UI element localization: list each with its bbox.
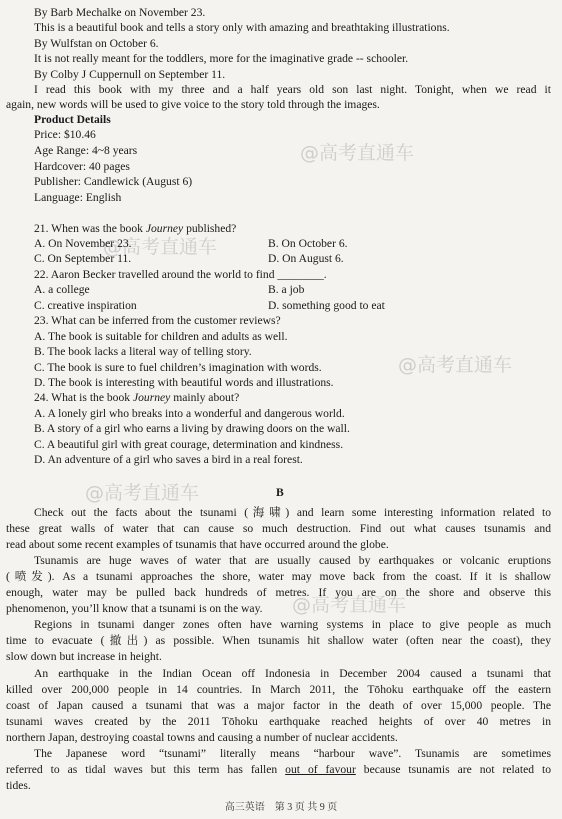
paragraph-line: slow down but increase in height. xyxy=(6,650,162,663)
option-24a: A. A lonely girl who breaks into a wonderful and dangerous world. xyxy=(34,407,345,420)
watermark: @高考直通车 xyxy=(103,236,218,258)
option-21d: D. On August 6. xyxy=(268,252,344,265)
details-language: Language: English xyxy=(34,191,122,204)
paragraph-line: (喷发). As a tsunami approaches the shore, water may move back from the coast. If it is shallow xyxy=(6,570,551,583)
watermark: @高考直通车 xyxy=(398,354,513,376)
option-22c: C. creative inspiration xyxy=(34,299,137,312)
details-hardcover: Hardcover: 40 pages xyxy=(34,160,130,173)
review-author: By Barb Mechalke on November 23. xyxy=(34,6,206,19)
option-21a: A. On November 23. xyxy=(34,237,132,250)
paragraph-line: tsunami waves created by the 2011 Tōhoku earthquake reached heights of over 40 metres in xyxy=(6,715,551,728)
paragraph-line: Check out the facts about the tsunami (海啸) and learn some interesting information related to xyxy=(34,506,551,519)
paragraph-line: time to evacuate (撤出) as possible. When tsunamis hit shallow water (often near the coast), they xyxy=(6,634,551,647)
option-23c: C. The book is sure to fuel children’s imagination with words. xyxy=(34,361,322,374)
review-author: By Colby J Cuppernull on September 11. xyxy=(34,68,226,81)
book-title: Journey xyxy=(145,222,184,235)
paragraph-line: The Japanese word “tsunami” literally means “harbour wave”. Tsunamis are sometimes xyxy=(34,747,551,760)
paragraph-line: enough, water may be pulled back hundreds of metres. If you are on the shore and observe this xyxy=(6,586,551,599)
page-footer: 高三英语 第 3 页 共 9 页 xyxy=(224,802,338,813)
details-heading: Product Details xyxy=(34,113,111,126)
review-author: By Wulfstan on October 6. xyxy=(34,37,159,50)
details-age: Age Range: 4~8 years xyxy=(34,144,138,157)
paragraph-line: tides. xyxy=(6,779,31,792)
question-24: 24. What is the book Journey mainly about? xyxy=(34,391,240,404)
paragraph-line: An earthquake in the Indian Ocean off Indonesia in December 2004 caused a tsunami that xyxy=(34,667,551,680)
option-23d: D. The book is interesting with beautiful words and illustrations. xyxy=(34,376,334,389)
option-21b: B. On October 6. xyxy=(268,237,348,250)
option-24b: B. A story of a girl who earns a living by drawing doors on the wall. xyxy=(34,422,350,435)
watermark: @高考直通车 xyxy=(292,594,407,616)
option-23a: A. The book is suitable for children and adults as well. xyxy=(34,330,288,343)
paragraph-line: phenomenon, you’ll know that a tsunami is on the way. xyxy=(6,602,263,615)
paragraph-line: Tsunamis are huge waves of water that are usually caused by earthquakes or volcanic eruptions xyxy=(34,554,551,567)
option-22b: B. a job xyxy=(268,283,305,296)
paragraph-line: killed over 200,000 people in 14 countries. In March 2011, the Tōhoku earthquake off the eastern xyxy=(6,683,551,696)
paragraph-line: northern Japan, destroying coastal towns and causing a number of nuclear accidents. xyxy=(6,731,398,744)
book-title: Journey xyxy=(132,391,171,404)
option-22a: A. a college xyxy=(34,283,90,296)
review-text: This is a beautiful book and tells a story only with amazing and breathtaking illustrations. xyxy=(34,21,450,34)
option-22d: D. something good to eat xyxy=(268,299,385,312)
option-24c: C. A beautiful girl with great courage, determination and kindness. xyxy=(34,438,344,451)
underlined-phrase: out of favour xyxy=(285,763,356,776)
paragraph-line: referred to as tidal waves but this term has fallen out of favour because tsunamis are not related to xyxy=(6,763,552,776)
details-publisher: Publisher: Candlewick (August 6) xyxy=(34,175,193,188)
paragraph-line: read about some recent examples of tsunamis that have occurred around the globe. xyxy=(6,538,389,551)
review-text: again, new words will be used to give voice to the story told through the images. xyxy=(6,98,380,111)
question-23: 23. What can be inferred from the customer reviews? xyxy=(34,314,281,327)
option-21c: C. On September 11. xyxy=(34,252,132,265)
section-label: B xyxy=(276,486,284,499)
paragraph-line: coast of Japan caused a tsunami that was a major factor in the death of over 15,000 people. The xyxy=(6,699,551,712)
watermark: @高考直通车 xyxy=(300,142,415,164)
question-22: 22. Aaron Becker travelled around the world to find ________. xyxy=(34,268,327,281)
review-text: I read this book with my three and a half years old son last night. Tonight, when we read it xyxy=(34,83,551,96)
option-24d: D. An adventure of a girl who saves a bird in a real forest. xyxy=(34,453,303,466)
paragraph-line: these great walls of water that can cause so much destruction. Find out what causes tsunamis and xyxy=(6,522,551,535)
review-text: It is not really meant for the toddlers, more for the imaginative grade -- schooler. xyxy=(34,52,409,65)
watermark: @高考直通车 xyxy=(85,482,200,504)
option-23b: B. The book lacks a literal way of telling story. xyxy=(34,345,252,358)
paragraph-line: Regions in tsunami danger zones often have warning systems in place to give people as much xyxy=(34,618,551,631)
details-price: Price: $10.46 xyxy=(34,128,96,141)
question-21: 21. When was the book Journey published? xyxy=(34,222,237,235)
